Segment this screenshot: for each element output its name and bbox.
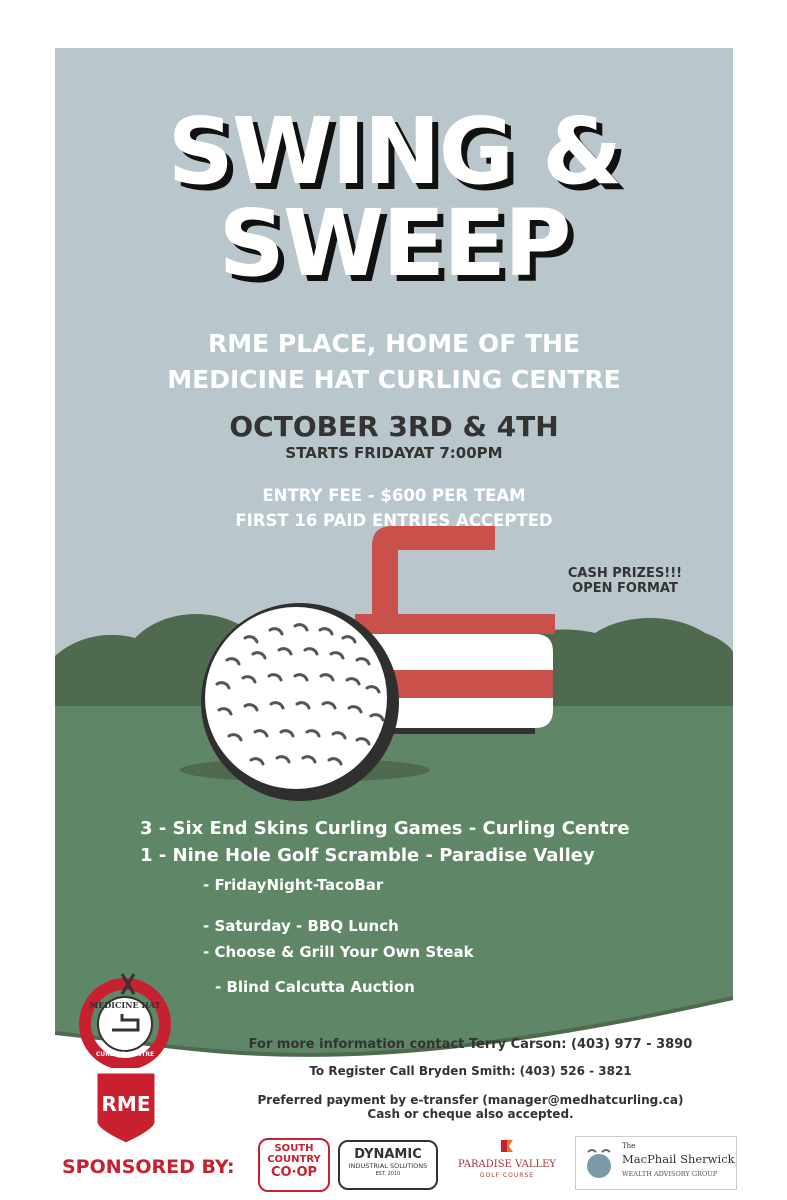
contact-info: For more information contact Terry Carson: (403) 977 - 3890 [248, 1037, 693, 1052]
macphail-line-2: MacPhail Sherwick [622, 1152, 735, 1166]
register-info: To Register Call Bryden Smith: (403) 526 - 3821 [309, 1064, 632, 1078]
venue-line-1: RME PLACE, HOME OF THE [207, 329, 581, 358]
macphail-sherwick-logo [575, 1136, 737, 1190]
prizes-note [555, 566, 695, 596]
macphail-line-3: WEALTH ADVISORY GROUP [622, 1170, 718, 1178]
paradise-line-2: GOLF COURSE [479, 1172, 535, 1179]
venue-line-2: MEDICINE HAT CURLING CENTRE [167, 365, 621, 394]
south-country-coop-logo [258, 1138, 330, 1192]
title-line-1: SWING & [167, 98, 621, 205]
detail-taco-bar: - FridayNight-TacoBar [203, 876, 384, 894]
rme-logo-text: RME [101, 1092, 151, 1116]
macphail-line-1: The [622, 1142, 636, 1150]
detail-steak: - Choose & Grill Your Own Steak [203, 943, 474, 961]
sponsored-by-label: SPONSORED BY: [62, 1156, 235, 1178]
detail-golf-scramble: 1 - Nine Hole Golf Scramble - Paradise Valley [140, 845, 595, 866]
detail-curling-games: 3 - Six End Skins Curling Games - Curling Centre [140, 818, 630, 839]
curling-centre-logo [70, 968, 180, 1068]
paradise-line-1: PARADISE VALLEY [457, 1159, 557, 1170]
open-format-text: OPEN FORMAT [572, 581, 678, 596]
curling-logo-bottom-text: CURLING CENTRE [95, 1051, 155, 1058]
curling-logo-top-text: MEDICINE HAT [89, 1000, 161, 1010]
event-date: OCTOBER 3RD & 4TH [229, 410, 559, 443]
cash-prizes-text: CASH PRIZES!!! [567, 566, 683, 581]
dynamic-line-1: DYNAMIC [354, 1147, 422, 1162]
dynamic-est: EST. 2010 [375, 1171, 401, 1177]
title-line-2: SWEEP [218, 190, 570, 297]
dynamic-logo [338, 1140, 438, 1190]
coop-line-1: SOUTH [274, 1143, 314, 1154]
start-time: STARTS FRIDAYAT 7:00PM [285, 444, 503, 462]
payment-info: Preferred payment by e-transfer (manager@medhatcurling.ca) [257, 1093, 684, 1107]
flag-icon [497, 1138, 517, 1158]
laurel-icon [582, 1144, 616, 1182]
entry-fee: ENTRY FEE - $600 PER TEAM [262, 486, 526, 505]
detail-calcutta: - Blind Calcutta Auction [215, 978, 415, 996]
detail-bbq-lunch: - Saturday - BBQ Lunch [203, 917, 399, 935]
coop-line-2: COUNTRY [267, 1154, 321, 1165]
entry-limit: FIRST 16 PAID ENTRIES ACCEPTED [235, 511, 553, 530]
payment-alt: Cash or cheque also accepted. [367, 1107, 574, 1121]
paradise-valley-logo [452, 1138, 562, 1188]
coop-line-3: CO·OP [270, 1165, 318, 1180]
event-poster [55, 48, 733, 1090]
dynamic-line-2: INDUSTRIAL SOLUTIONS [348, 1162, 428, 1170]
